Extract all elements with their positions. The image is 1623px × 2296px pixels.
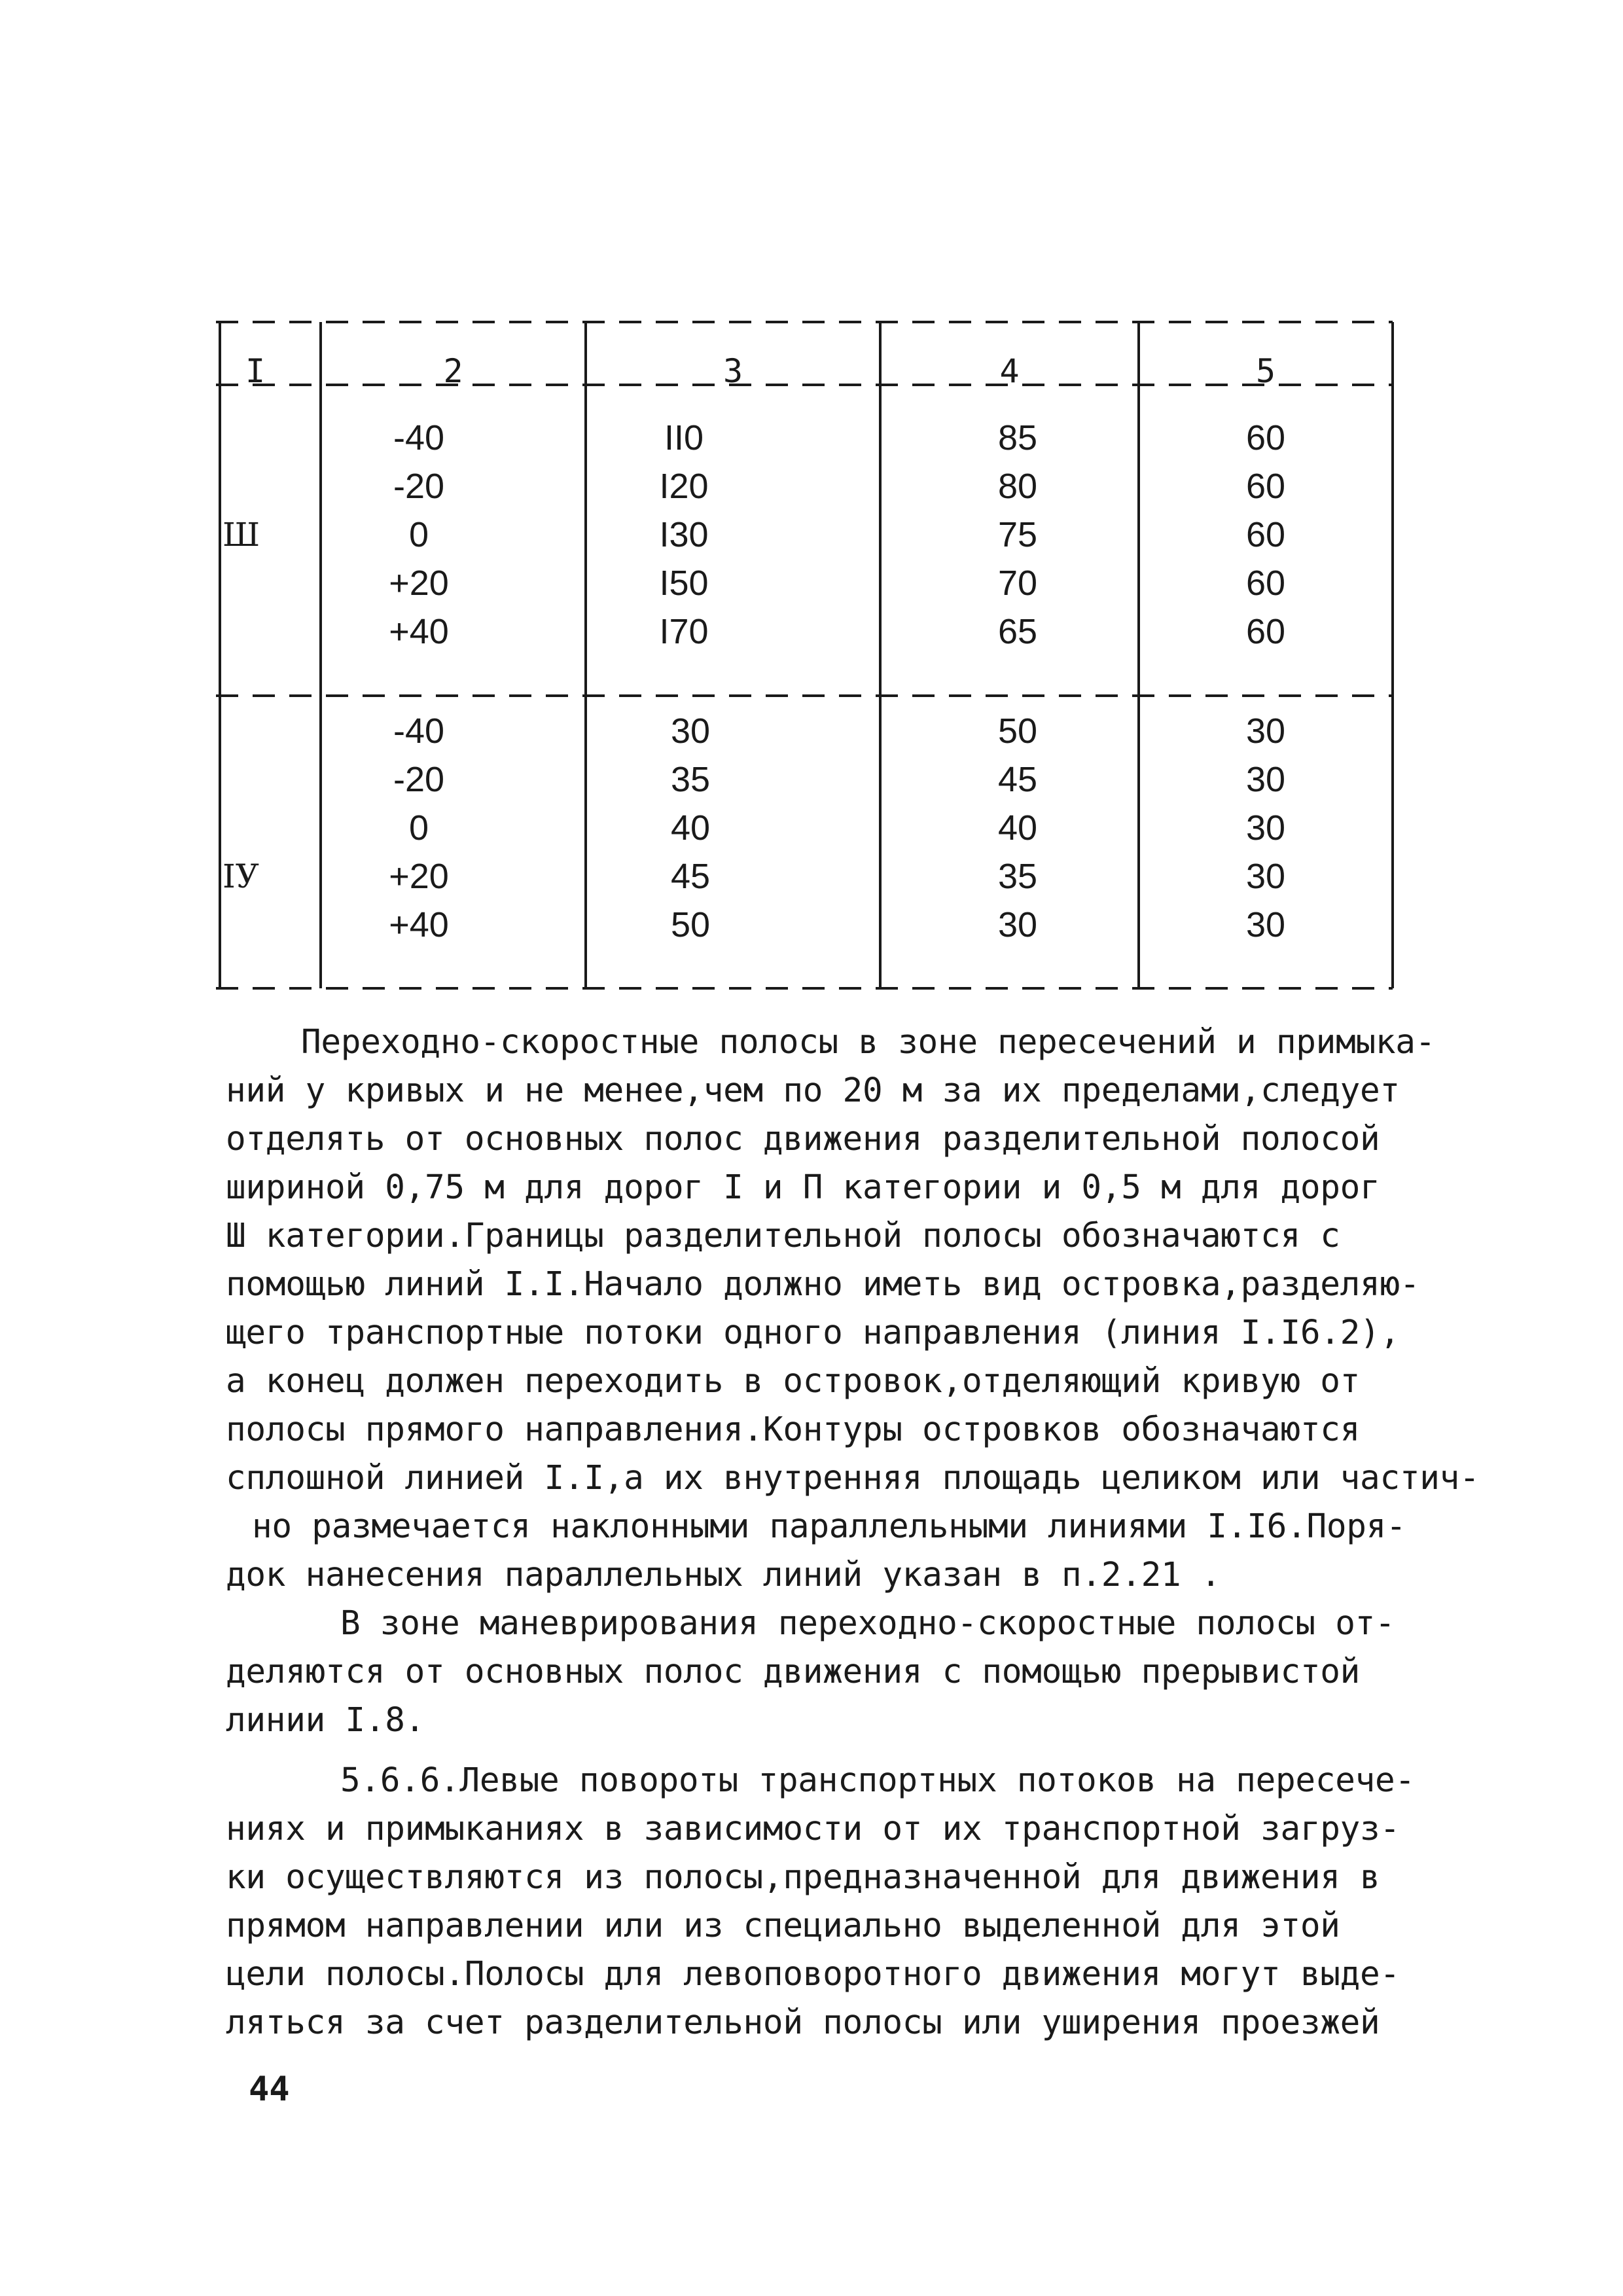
table-cell: 40 xyxy=(670,808,711,848)
table-cell: I20 xyxy=(659,467,709,506)
table-cell: 60 xyxy=(1245,612,1286,651)
table-cell: +40 xyxy=(389,612,449,651)
table-cell: -20 xyxy=(393,760,445,799)
table-cell: 30 xyxy=(1245,905,1286,944)
text-line: цели полосы.Полосы для левоповоротного движения могут выде- xyxy=(226,1955,1400,1994)
table-header-col4: 4 xyxy=(999,352,1020,390)
table-cell: II0 xyxy=(664,418,704,457)
text-line: отделять от основных полос движения разделительной полосой xyxy=(226,1120,1380,1158)
table-cell: 35 xyxy=(997,857,1038,896)
table-cell: 75 xyxy=(997,515,1038,554)
text-line: В зоне маневрирования переходно-скоростные полосы от- xyxy=(340,1604,1395,1643)
table-cell: 65 xyxy=(997,612,1038,651)
text-line: ки осуществляются из полосы,предназначенной для движения в xyxy=(226,1858,1380,1897)
text-line: Ш категории.Границы разделительной полосы обозначаются с xyxy=(226,1217,1340,1255)
table-cell: 50 xyxy=(670,905,711,944)
table-cell: 30 xyxy=(1245,808,1286,848)
table-cell: -40 xyxy=(393,418,445,457)
table-cell: 30 xyxy=(1245,857,1286,896)
table-category-label: Ш xyxy=(223,516,260,554)
table-cell: 80 xyxy=(997,467,1038,506)
text-line: сплошной линией I.I,а их внутренняя площадь целиком или частич- xyxy=(226,1459,1480,1498)
text-line: 5.6.6.Левые повороты транспортных потоков на пересече- xyxy=(340,1761,1415,1800)
table-cell: 60 xyxy=(1245,515,1286,554)
table-cell: 85 xyxy=(997,418,1038,457)
table-cell: 60 xyxy=(1245,418,1286,457)
table-header-col1: I xyxy=(245,352,266,390)
table-cell: 50 xyxy=(997,711,1038,751)
table-cell: 60 xyxy=(1245,467,1286,506)
text-line: ниях и примыканиях в зависимости от их транспортной загруз- xyxy=(226,1810,1400,1848)
table-cell: 45 xyxy=(670,857,711,896)
text-line: помощью линий I.I.Начало должно иметь вид островка,разделяю- xyxy=(226,1265,1420,1304)
table-cell: 30 xyxy=(1245,711,1286,751)
table-cell: 30 xyxy=(670,711,711,751)
table-header-col3: 3 xyxy=(722,352,743,390)
text-line: шириной 0,75 м для дорог I и П категории и 0,5 м для дорог xyxy=(226,1168,1380,1207)
text-line: Переходно-скоростные полосы в зоне пересечений и примыка- xyxy=(301,1023,1436,1062)
page-number: 44 xyxy=(249,2070,290,2109)
table-cell: 40 xyxy=(997,808,1038,848)
table-cell: I70 xyxy=(659,612,709,651)
table-cell: -40 xyxy=(393,711,445,751)
text-line: но размечается наклонными параллельными линиями I.I6.Поря- xyxy=(252,1507,1406,1546)
text-line: линии I.8. xyxy=(226,1701,425,1740)
table-header-col5: 5 xyxy=(1255,352,1276,390)
table-cell: I50 xyxy=(659,564,709,603)
table-cell: 0 xyxy=(408,515,429,554)
table-category-label: IУ xyxy=(223,857,259,895)
text-line: ляться за счет разделительной полосы или уширения проезжей xyxy=(226,2003,1380,2042)
table-cell: 30 xyxy=(1245,760,1286,799)
table-cell: +20 xyxy=(389,857,449,896)
text-line: а конец должен переходить в островок,отделяющий кривую от xyxy=(226,1362,1361,1401)
table-cell: +40 xyxy=(389,905,449,944)
table-header-col2: 2 xyxy=(443,352,463,390)
text-line: ний у кривых и не менее,чем по 20 м за их пределами,следует xyxy=(226,1071,1400,1110)
table-cell: 30 xyxy=(997,905,1038,944)
table-cell: 70 xyxy=(997,564,1038,603)
table-cell: I30 xyxy=(659,515,709,554)
text-line: щего транспортные потоки одного направления (линия I.I6.2), xyxy=(226,1314,1400,1352)
text-line: полосы прямого направления.Контуры островков обозначаются xyxy=(226,1410,1361,1449)
table-cell: 60 xyxy=(1245,564,1286,603)
table-cell: 45 xyxy=(997,760,1038,799)
table-cell: 35 xyxy=(670,760,711,799)
text-line: док нанесения параллельных линий указан в п.2.21 . xyxy=(226,1556,1221,1594)
text-line: деляются от основных полос движения с помощью прерывистой xyxy=(226,1653,1361,1691)
table-cell: 0 xyxy=(408,808,429,848)
text-line: прямом направлении или из специально выделенной для этой xyxy=(226,1907,1340,1945)
table-cell: -20 xyxy=(393,467,445,506)
table-cell: +20 xyxy=(389,564,449,603)
